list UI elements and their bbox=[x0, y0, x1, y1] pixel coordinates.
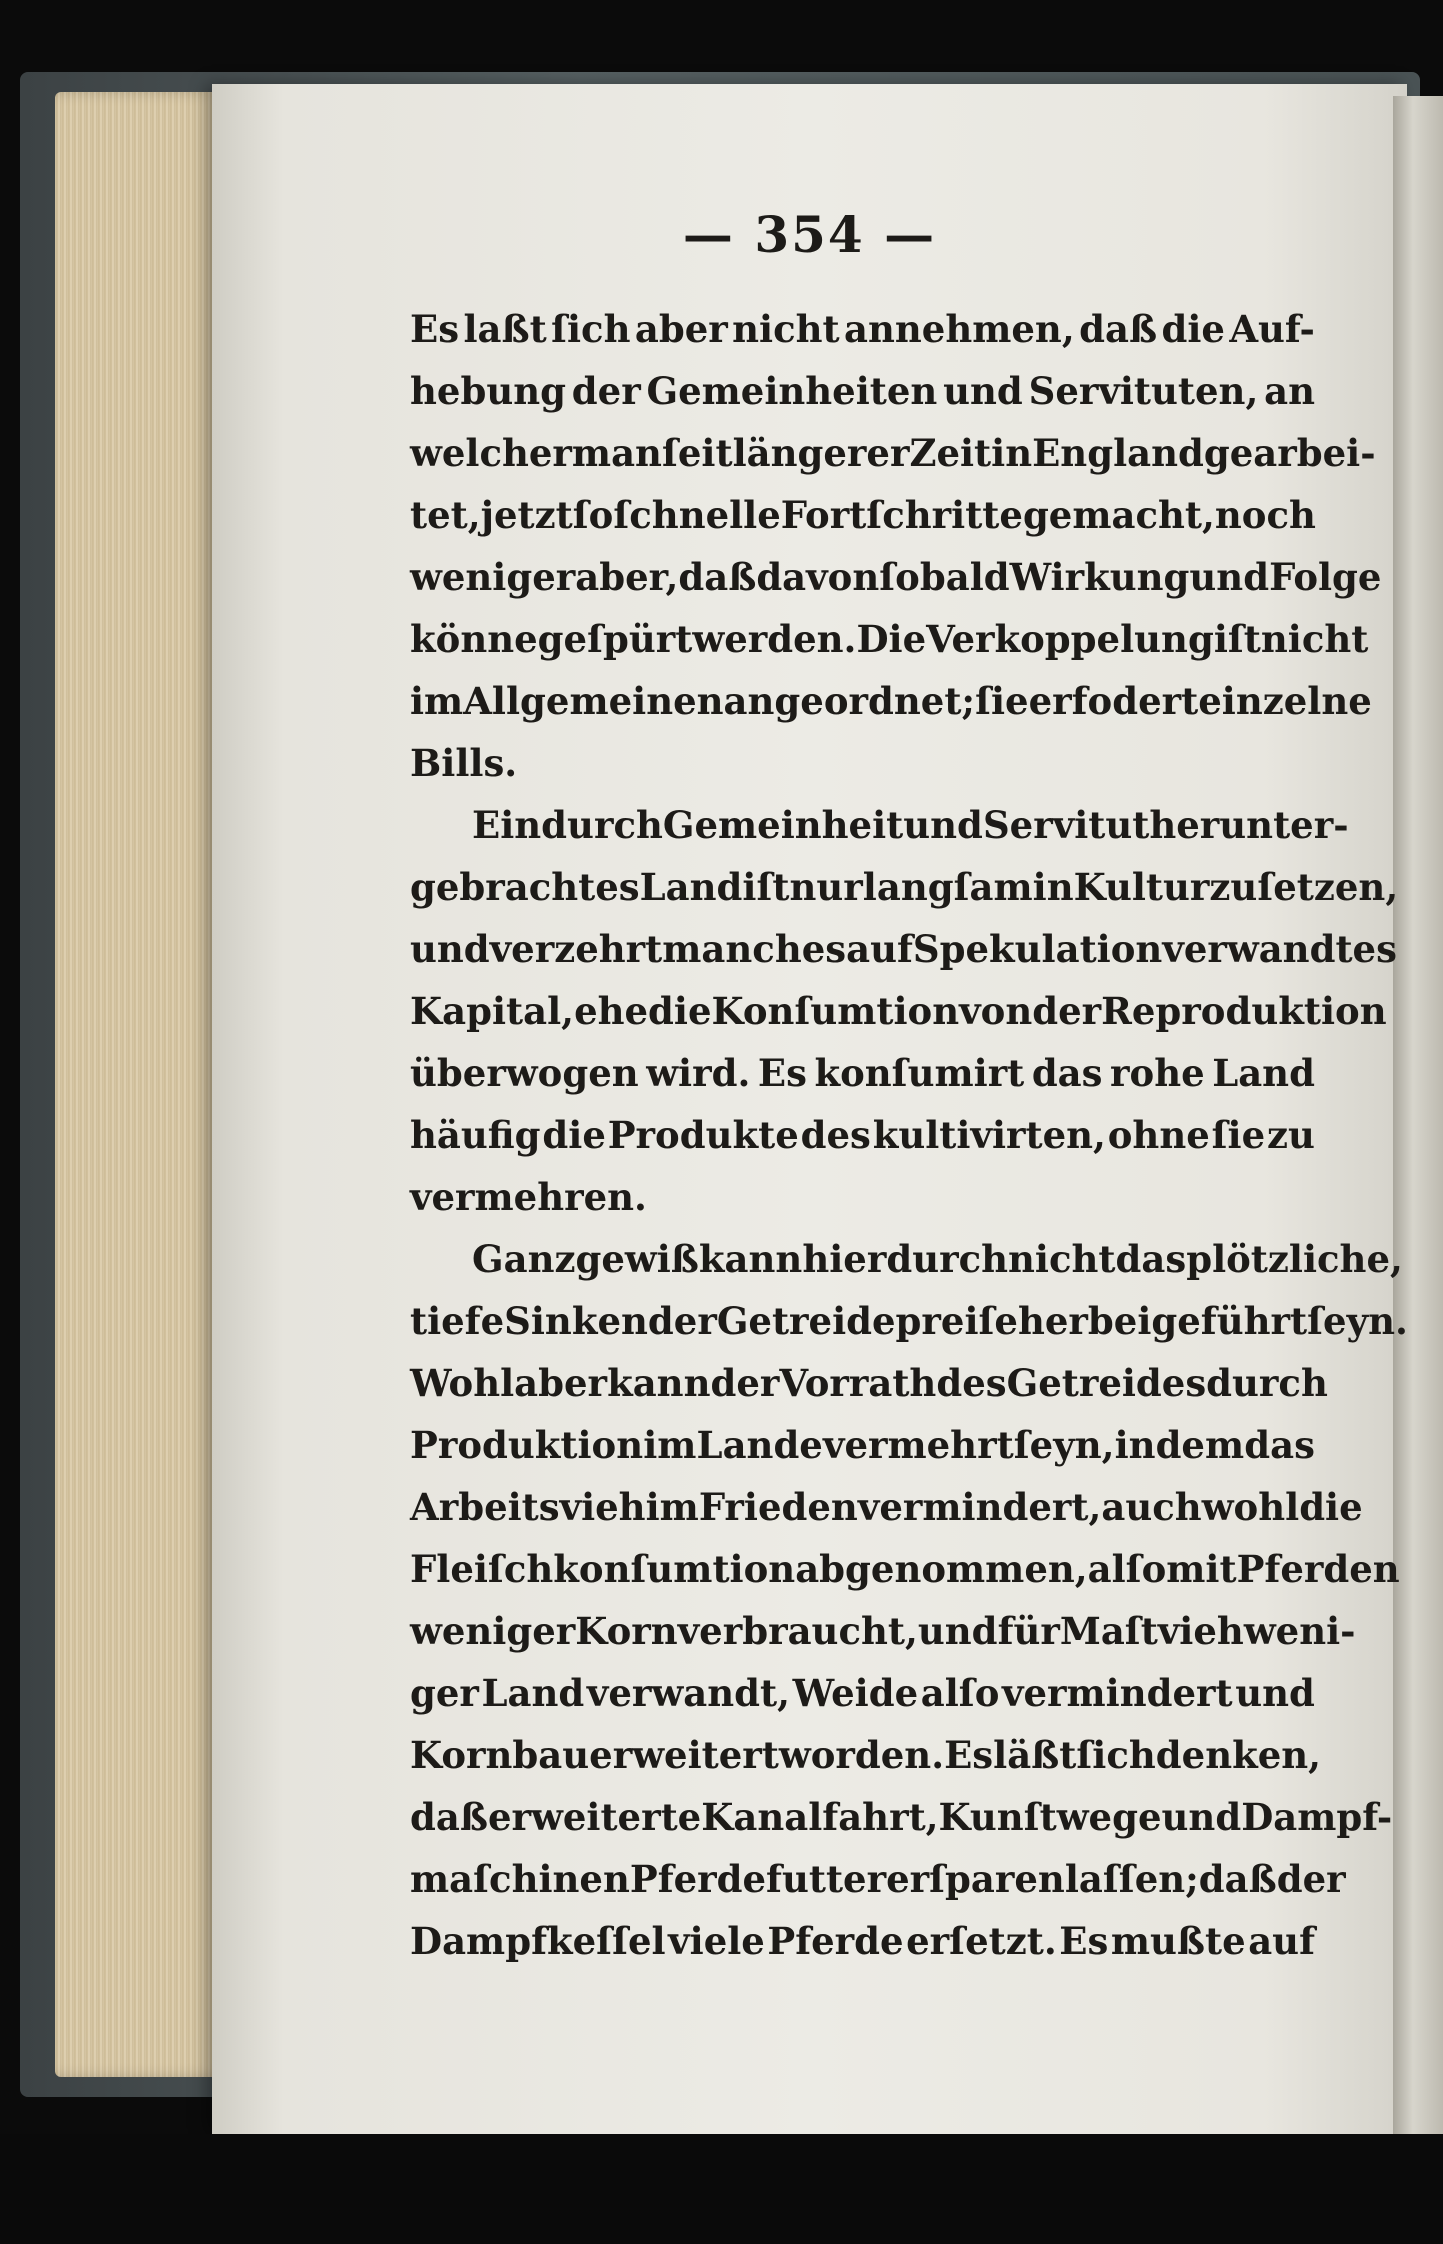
word: wohl bbox=[1201, 1485, 1300, 1529]
word: und bbox=[410, 927, 490, 971]
text-line bbox=[410, 732, 1315, 794]
word: weniger bbox=[410, 1609, 576, 1653]
word: Kornbau bbox=[410, 1733, 590, 1777]
word: Kapital, bbox=[410, 989, 575, 1033]
word: Getreides bbox=[1006, 1361, 1207, 1405]
word: aber bbox=[634, 307, 728, 351]
word: konſumirt bbox=[814, 1051, 1025, 1095]
text-line bbox=[410, 1724, 1322, 1786]
word: gemacht, bbox=[1022, 493, 1215, 537]
word: auch bbox=[1101, 1485, 1202, 1529]
word: ehe bbox=[574, 989, 649, 1033]
word: Vorrath bbox=[779, 1361, 937, 1405]
word: verzehrt bbox=[489, 927, 663, 971]
word: Bills. bbox=[410, 741, 518, 785]
word: Pferde bbox=[767, 1919, 904, 1963]
text-line bbox=[410, 1414, 1315, 1476]
word: gebrachtes bbox=[410, 865, 640, 909]
word: werden. bbox=[692, 617, 857, 661]
word: annehmen, bbox=[844, 307, 1075, 351]
word: Dampfkeſſel bbox=[410, 1919, 666, 1963]
word: Land bbox=[639, 865, 743, 909]
word: vermehrt bbox=[822, 1423, 1014, 1467]
bottom-shadow bbox=[0, 2134, 1443, 2244]
word: in bbox=[991, 431, 1033, 475]
text-line bbox=[410, 608, 1369, 670]
word: erſetzt. bbox=[906, 1919, 1057, 1963]
word: weniger bbox=[410, 555, 576, 599]
word: Fleiſchkonſumtion bbox=[410, 1547, 796, 1591]
word: die bbox=[648, 989, 712, 1033]
word: Kanalfahrt, bbox=[701, 1795, 939, 1839]
word: das bbox=[1031, 1051, 1103, 1095]
word: ſie bbox=[975, 679, 1029, 723]
word: ſchnelle bbox=[613, 493, 781, 537]
word: tet, bbox=[410, 493, 481, 537]
text-line bbox=[410, 980, 1387, 1042]
word: Fortſchritte bbox=[780, 493, 1023, 537]
word: nicht bbox=[1008, 1237, 1116, 1281]
word: Servituten, bbox=[1028, 369, 1259, 413]
word: ſobald bbox=[879, 555, 1010, 599]
word: der bbox=[571, 369, 641, 413]
word: Land bbox=[481, 1671, 585, 1715]
word: das bbox=[1115, 1237, 1187, 1281]
word: Spekulation bbox=[912, 927, 1163, 971]
word: tiefe bbox=[410, 1299, 505, 1343]
word: England bbox=[1032, 431, 1204, 475]
word: Land bbox=[1212, 1051, 1315, 1095]
word: manches bbox=[662, 927, 847, 971]
word: läßt bbox=[993, 1733, 1077, 1777]
word: Korn bbox=[575, 1609, 678, 1653]
word: man bbox=[571, 431, 662, 475]
text-line bbox=[410, 422, 1376, 484]
word: und bbox=[1161, 1795, 1242, 1839]
word: der bbox=[1276, 1857, 1346, 1901]
word: erſparen bbox=[886, 1857, 1065, 1901]
word: gearbei- bbox=[1203, 431, 1376, 475]
word: kann bbox=[607, 1361, 711, 1405]
word: herunter- bbox=[1149, 803, 1349, 847]
word: Es bbox=[757, 1051, 807, 1095]
text-line bbox=[410, 1104, 1315, 1166]
word: Gemeinheiten bbox=[646, 369, 938, 413]
text-line bbox=[410, 1228, 1403, 1290]
word: geſpürt bbox=[537, 617, 693, 661]
word: Lande bbox=[696, 1423, 823, 1467]
word: Gemeinheit bbox=[662, 803, 904, 847]
text-line bbox=[410, 360, 1315, 422]
word: Kunſtwege bbox=[938, 1795, 1162, 1839]
word: Weide bbox=[792, 1671, 919, 1715]
word: denken, bbox=[1155, 1733, 1322, 1777]
word: Verkoppelung bbox=[926, 617, 1214, 661]
word: in bbox=[1032, 865, 1074, 909]
word: könne bbox=[410, 617, 538, 661]
word: an bbox=[1264, 369, 1315, 413]
text-line bbox=[410, 1662, 1315, 1724]
word: daß bbox=[1079, 307, 1158, 351]
word: im bbox=[643, 1423, 697, 1467]
word: vermindert bbox=[1002, 1671, 1233, 1715]
word: Pferden bbox=[1236, 1547, 1400, 1591]
word: auf bbox=[846, 927, 913, 971]
word: daß bbox=[678, 555, 757, 599]
word: der bbox=[1032, 989, 1102, 1033]
word: Auf- bbox=[1229, 307, 1315, 351]
text-line bbox=[410, 670, 1372, 732]
word: noch bbox=[1214, 493, 1316, 537]
word: des bbox=[936, 1361, 1007, 1405]
word: kann bbox=[698, 1237, 803, 1281]
word: ſie bbox=[1211, 1113, 1266, 1157]
word: der bbox=[710, 1361, 780, 1405]
word: indem bbox=[1114, 1423, 1245, 1467]
word: weni- bbox=[1243, 1609, 1356, 1653]
text-line bbox=[410, 856, 1399, 918]
text-line bbox=[410, 1042, 1315, 1104]
word: Kultur bbox=[1073, 865, 1210, 909]
text-line bbox=[410, 546, 1382, 608]
word: einzelne bbox=[1198, 679, 1372, 723]
word: vermindert, bbox=[857, 1485, 1102, 1529]
page-stack-edge bbox=[55, 92, 225, 2077]
word: nicht bbox=[732, 307, 840, 351]
word: ohne bbox=[1107, 1113, 1210, 1157]
word: alſo bbox=[920, 1671, 1000, 1715]
word: Es bbox=[944, 1733, 994, 1777]
word: vermehren. bbox=[410, 1175, 647, 1219]
page-number: — 354 — bbox=[682, 205, 937, 264]
text-line bbox=[410, 1538, 1400, 1600]
word: Servitut bbox=[982, 803, 1150, 847]
text-line bbox=[410, 1166, 1315, 1228]
word: Zeit bbox=[909, 431, 992, 475]
word: gewiß bbox=[575, 1237, 699, 1281]
word: jetzt bbox=[480, 493, 573, 537]
word: Maſtvieh bbox=[1059, 1609, 1244, 1653]
word: Produktion bbox=[410, 1423, 644, 1467]
word: Getreidepreiſe bbox=[716, 1299, 1018, 1343]
word: durch bbox=[541, 803, 663, 847]
word: der bbox=[647, 1299, 717, 1343]
word: ſich bbox=[1076, 1733, 1156, 1777]
word: ſich bbox=[551, 307, 631, 351]
word: langſam bbox=[862, 865, 1033, 909]
word: Wohl bbox=[410, 1361, 515, 1405]
word: erweiterte bbox=[487, 1795, 702, 1839]
text-line bbox=[410, 1600, 1356, 1662]
word: iſt bbox=[742, 865, 790, 909]
word: Konſumtion bbox=[711, 989, 960, 1033]
word: von bbox=[959, 989, 1033, 1033]
word: ger bbox=[410, 1671, 479, 1715]
word: hierdurch bbox=[802, 1237, 1009, 1281]
word: Wirkung bbox=[1009, 555, 1190, 599]
word: die bbox=[1161, 307, 1225, 351]
word: erfodert bbox=[1028, 679, 1199, 723]
word: Es bbox=[1059, 1919, 1109, 1963]
word: längerer bbox=[732, 431, 910, 475]
word: Produkte bbox=[607, 1113, 799, 1157]
word: Ganz bbox=[472, 1237, 576, 1281]
word: Sinken bbox=[504, 1299, 648, 1343]
text-line bbox=[410, 1290, 1408, 1352]
word: ſeyn, bbox=[1013, 1423, 1115, 1467]
word: Frieden bbox=[698, 1485, 858, 1529]
word: laſſen; bbox=[1064, 1857, 1199, 1901]
word: erweitert bbox=[589, 1733, 779, 1777]
word: mit bbox=[1166, 1547, 1237, 1591]
word: die bbox=[542, 1113, 606, 1157]
word: Folge bbox=[1269, 555, 1382, 599]
word: für bbox=[997, 1609, 1060, 1653]
word: kultivirten, bbox=[872, 1113, 1106, 1157]
page-text bbox=[410, 298, 1408, 1972]
word: davon bbox=[756, 555, 880, 599]
word: durch bbox=[1206, 1361, 1328, 1405]
text-line bbox=[410, 918, 1397, 980]
word: herbeigeführt bbox=[1017, 1299, 1308, 1343]
word: Allgemeinen bbox=[463, 679, 724, 723]
word: des bbox=[800, 1113, 871, 1157]
word: iſt bbox=[1213, 617, 1261, 661]
word: Ein bbox=[472, 803, 542, 847]
word: Arbeitsvieh bbox=[410, 1485, 646, 1529]
word: Dampf- bbox=[1241, 1795, 1393, 1839]
word: alſo bbox=[1087, 1547, 1167, 1591]
word: angeordnet; bbox=[723, 679, 976, 723]
word: verbraucht, bbox=[677, 1609, 918, 1653]
word: wird. bbox=[646, 1051, 751, 1095]
word: häufig bbox=[410, 1113, 541, 1157]
word: daß bbox=[410, 1795, 488, 1839]
word: ſo bbox=[572, 493, 614, 537]
text-line bbox=[410, 1476, 1363, 1538]
text-line bbox=[410, 1352, 1328, 1414]
word: aber bbox=[514, 1361, 608, 1405]
word: überwogen bbox=[410, 1051, 639, 1095]
word: nicht bbox=[1260, 617, 1369, 661]
word: rohe bbox=[1110, 1051, 1205, 1095]
word: verwandtes bbox=[1162, 927, 1397, 971]
word: hebung bbox=[410, 369, 566, 413]
word: viele bbox=[668, 1919, 765, 1963]
word: und bbox=[943, 369, 1023, 413]
word: im bbox=[410, 679, 464, 723]
word: die bbox=[1299, 1485, 1363, 1529]
word: verwandt, bbox=[586, 1671, 790, 1715]
word: und bbox=[1235, 1671, 1315, 1715]
word: daß bbox=[1198, 1857, 1277, 1901]
word: und bbox=[917, 1609, 998, 1653]
text-line bbox=[410, 1848, 1346, 1910]
word: im bbox=[645, 1485, 699, 1529]
text-line bbox=[410, 484, 1315, 546]
word: zu bbox=[1209, 865, 1258, 909]
word: ſeit bbox=[661, 431, 733, 475]
word: Pferdefutter bbox=[629, 1857, 887, 1901]
word: abgenommen, bbox=[795, 1547, 1088, 1591]
text-line bbox=[410, 1786, 1393, 1848]
word: maſchinen bbox=[410, 1857, 630, 1901]
word: ſeyn. bbox=[1307, 1299, 1408, 1343]
word: und bbox=[903, 803, 983, 847]
word: worden. bbox=[778, 1733, 945, 1777]
word: das bbox=[1244, 1423, 1315, 1467]
word: Die bbox=[856, 617, 927, 661]
facing-page-edge bbox=[1393, 96, 1443, 2136]
word: zu bbox=[1266, 1113, 1315, 1157]
word: ſetzen, bbox=[1257, 865, 1399, 909]
word: nur bbox=[789, 865, 863, 909]
word: mußte bbox=[1110, 1919, 1246, 1963]
text-line bbox=[410, 794, 1349, 856]
word: laßt bbox=[463, 307, 547, 351]
word: welcher bbox=[410, 431, 572, 475]
word: und bbox=[1189, 555, 1270, 599]
word: aber, bbox=[575, 555, 679, 599]
word: plötzliche, bbox=[1186, 1237, 1403, 1281]
word: Reproduktion bbox=[1101, 989, 1387, 1033]
text-line bbox=[410, 298, 1315, 360]
word: Es bbox=[410, 307, 460, 351]
text-line bbox=[410, 1910, 1315, 1972]
word: auf bbox=[1248, 1919, 1315, 1963]
